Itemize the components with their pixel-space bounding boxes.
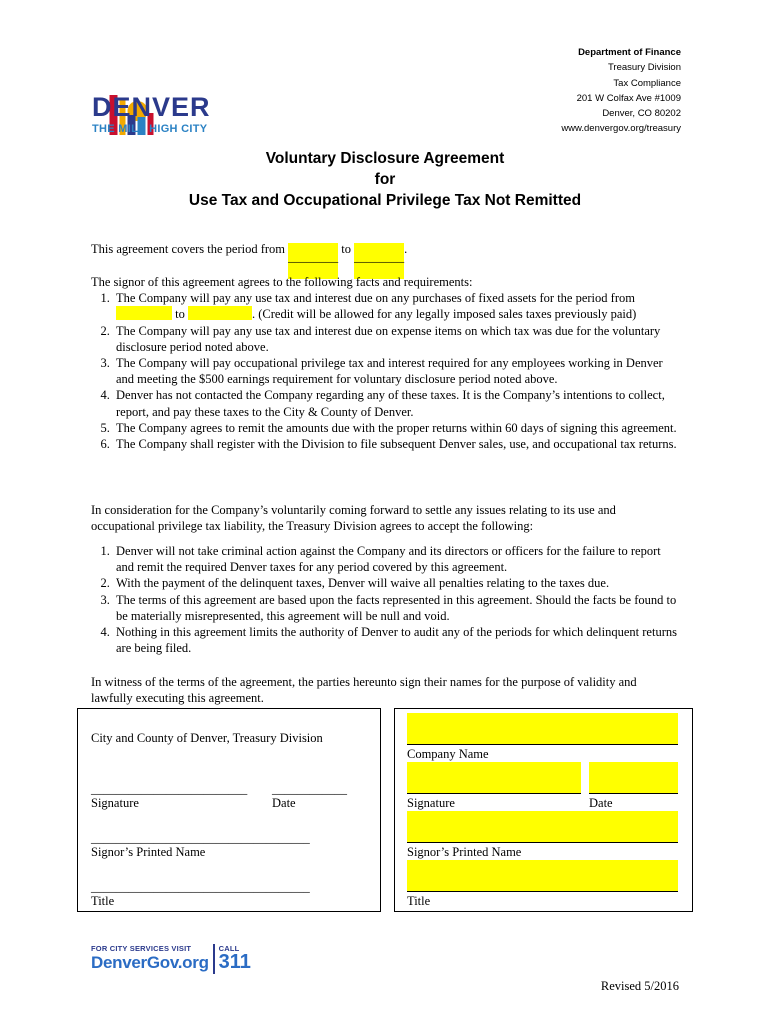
city-date-line[interactable]: ____________ xyxy=(272,782,347,796)
logo-tagline: THE MILE HIGH CITY xyxy=(92,123,208,135)
company-title-label: Title xyxy=(407,894,431,908)
city-printed-name-line[interactable]: ___________________________________ xyxy=(91,831,310,845)
city-box-heading: City and County of Denver, Treasury Division xyxy=(91,731,323,745)
footer-visit-text: FOR CITY SERVICES VISIT xyxy=(91,944,192,953)
period-to-field[interactable]: ________ xyxy=(354,243,404,279)
period-from-field[interactable]: ________ xyxy=(288,243,338,279)
footer-phone-text: 311 xyxy=(218,951,251,973)
company-printed-name-field[interactable] xyxy=(407,811,678,843)
city-address: Denver, CO 80202 xyxy=(602,108,681,120)
period-suffix: . xyxy=(404,242,408,256)
fact-item-3: 3. The Company will pay occupational privilege tax and interest required for any employees working in Denver and meeting the $500 earnings requirement for voluntary disclosure period noted above. xyxy=(113,355,681,387)
footer-divider xyxy=(213,944,215,974)
fact-item-2: 2. The Company will pay any use tax and interest due on expense items on which tax was due for the voluntary disclosure period noted above. xyxy=(113,323,681,355)
title-line-2: for xyxy=(374,171,396,188)
facts-list xyxy=(91,290,681,452)
title-line-1: Voluntary Disclosure Agreement xyxy=(265,150,505,167)
fact-item-5: 5. The Company agrees to remit the amounts due with the proper returns within 60 days of signing this agreement. xyxy=(113,420,681,436)
term-item-3: 3. The terms of this agreement are based upon the facts represented in this agreement. Should the facts be found to be materially misrepresented, this agreement will be null and void. xyxy=(113,592,681,624)
street-address: 201 W Colfax Ave #1009 xyxy=(576,92,681,104)
fact-item-1 xyxy=(113,290,681,322)
period-to: to xyxy=(341,242,352,256)
consideration-intro: In consideration for the Company’s voluntarily coming forward to settle any issues relating to its use and occupational privilege tax liability, the Treasury Division agrees to accept the following: xyxy=(91,503,616,534)
city-date-label: Date xyxy=(272,796,296,810)
company-printed-name-label: Signor’s Printed Name xyxy=(407,845,522,859)
footer-denvergov-logo xyxy=(91,944,251,974)
city-title-label: Title xyxy=(91,894,115,908)
term-item-2: 2. With the payment of the delinquent taxes, Denver will waive all penalties relating to the taxes due. xyxy=(113,575,681,591)
footer-site-text: DenverGov.org xyxy=(91,953,209,972)
terms-list xyxy=(91,543,681,656)
footer-call-text: CALL xyxy=(218,944,240,953)
city-signature-label: Signature xyxy=(91,796,139,810)
section-name: Tax Compliance xyxy=(613,77,681,89)
term-item-4: 4. Nothing in this agreement limits the authority of Denver to audit any of the periods for which delinquent returns are being filed. xyxy=(113,624,681,656)
fact-item-4: 4. Denver has not contacted the Company regarding any of these taxes. It is the Company’s intentions to collect, report, and pay these taxes to the City & County of Denver. xyxy=(113,387,681,419)
company-name-field[interactable] xyxy=(407,713,678,745)
fact-item-6: 6. The Company shall register with the Division to file subsequent Denver sales, use, and occupational tax returns. xyxy=(113,436,681,452)
department-address xyxy=(561,45,681,137)
facts-intro: The signor of this agreement agrees to the following facts and requirements: xyxy=(91,275,473,289)
fact-1-credit-note: . (Credit will be allowed for any legally imposed sales taxes previously paid) xyxy=(251,307,637,322)
witness-paragraph: In witness of the terms of the agreement, the parties hereunto sign their names for the purpose of validity and lawfully executing this agreement. xyxy=(91,675,637,706)
fact-period-from-field[interactable] xyxy=(116,306,172,320)
company-date-label: Date xyxy=(589,796,613,810)
city-signature-line[interactable]: _________________________ xyxy=(91,782,248,796)
term-item-1: 1. Denver will not take criminal action against the Company and its directors or officers for the failure to report and remit the required Denver taxes for any period covered by this agreement. xyxy=(113,543,681,575)
revised-date: Revised 5/2016 xyxy=(600,979,679,993)
division-name: Treasury Division xyxy=(607,62,681,74)
company-signature-label: Signature xyxy=(407,796,455,810)
fact-period-to-field[interactable] xyxy=(188,306,252,320)
company-title-field[interactable] xyxy=(407,860,678,892)
city-printed-name-label: Signor’s Printed Name xyxy=(91,845,206,859)
logo-wordmark: DENVER xyxy=(92,92,211,122)
period-prefix: This agreement covers the period from xyxy=(91,242,286,256)
title-line-3: Use Tax and Occupational Privilege Tax Not Remitted xyxy=(188,192,582,209)
department-name: Department of Finance xyxy=(578,47,681,58)
company-signature-field[interactable] xyxy=(407,762,581,794)
company-name-label: Company Name xyxy=(407,747,489,761)
terms-section xyxy=(91,543,681,656)
fact-1-to: to xyxy=(175,307,185,322)
website: www.denvergov.org/treasury xyxy=(561,123,681,135)
fact-1-text: The Company will pay any use tax and interest due on any purchases of fixed assets for the period from xyxy=(116,291,635,306)
facts-section xyxy=(91,274,681,452)
city-title-line[interactable]: ___________________________________ xyxy=(91,880,310,894)
company-date-field[interactable] xyxy=(589,762,678,794)
